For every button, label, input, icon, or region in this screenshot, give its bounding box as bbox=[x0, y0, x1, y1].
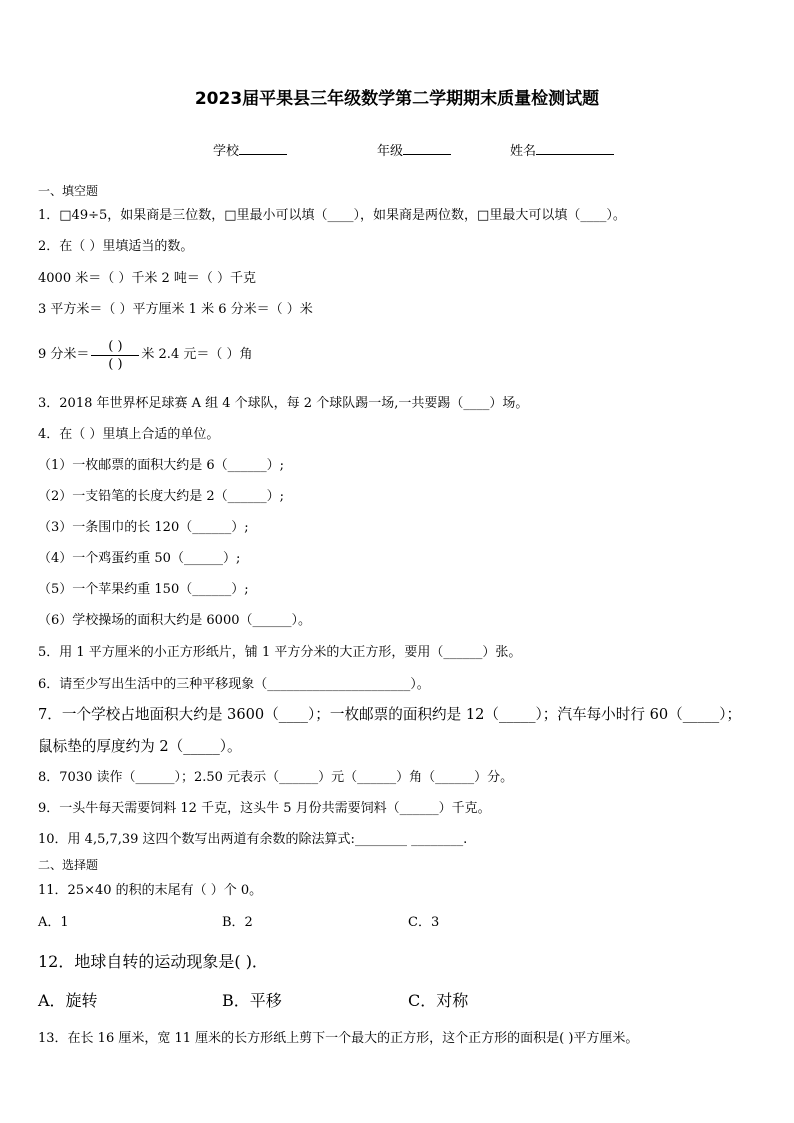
fraction bbox=[91, 338, 139, 373]
question-10: 10．用 4,5,7,39 这四个数写出两道有余数的除法算式:________ ________. bbox=[38, 832, 468, 847]
question-7-line-a: 7．一个学校占地面积大约是 3600（____）；一枚邮票的面积约是 12（_____）；汽车每小时行 60（_____）； bbox=[38, 706, 742, 723]
question-5: 5．用 1 平方厘米的小正方形纸片，铺 1 平方分米的大正方形，要用（______）张。 bbox=[38, 645, 522, 660]
school-field bbox=[213, 141, 287, 160]
grade-blank[interactable] bbox=[403, 141, 451, 155]
question-4-item-5: （5）一个苹果约重 150（______）; bbox=[38, 582, 249, 597]
school-blank[interactable] bbox=[239, 141, 287, 155]
fraction-numerator: ( ) bbox=[108, 338, 123, 354]
question-8: 8．7030 读作（______）；2.50 元表示（______）元（______）角（______）分。 bbox=[38, 770, 514, 785]
question-4: 4．在（ ）里填上合适的单位。 bbox=[38, 427, 220, 442]
question-7-line-b: 鼠标垫的厚度约为 2（_____）。 bbox=[38, 738, 242, 755]
question-2-line-b: 3 平方米＝（ ）平方厘米 1 米 6 分米＝（ ）米 bbox=[38, 302, 313, 317]
question-4-item-4: （4）一个鸡蛋约重 50（______）; bbox=[38, 551, 241, 566]
question-4-item-3: （3）一条围巾的长 120（______）; bbox=[38, 520, 249, 535]
q2c-prefix: 9 分米＝ bbox=[38, 347, 90, 362]
name-label: 姓名 bbox=[510, 144, 537, 159]
q2c-suffix: 米 2.4 元＝（ ）角 bbox=[141, 347, 253, 362]
question-4-item-1: （1）一枚邮票的面积大约是 6（______）; bbox=[38, 458, 285, 473]
name-field bbox=[510, 141, 614, 160]
question-4-item-6: （6）学校操场的面积大约是 6000（______）。 bbox=[38, 613, 311, 628]
q11-option-a[interactable]: A．1 bbox=[38, 915, 69, 930]
question-4-item-2: （2）一支铅笔的长度大约是 2（______）; bbox=[38, 489, 285, 504]
question-2-line-c bbox=[38, 334, 252, 376]
question-1: 1．□49÷5，如果商是三位数，□里最小可以填（____），如果商是两位数，□里最大可以填（____）。 bbox=[38, 208, 626, 223]
page-title: 2023届平果县三年级数学第二学期期末质量检测试题 bbox=[194, 89, 600, 109]
q12-option-c[interactable]: C．对称 bbox=[408, 991, 469, 1010]
question-11: 11．25×40 的积的末尾有（ ）个 0。 bbox=[38, 883, 263, 898]
q11-option-b[interactable]: B．2 bbox=[222, 915, 253, 930]
section-fill-heading: 一、填空题 bbox=[38, 184, 99, 198]
question-9: 9．一头牛每天需要饲料 12 千克，这头牛 5 月份共需要饲料（______）千克。 bbox=[38, 801, 491, 816]
school-label: 学校 bbox=[213, 144, 240, 159]
question-2-line-a: 4000 米＝（ ）千米 2 吨＝（ ）千克 bbox=[38, 271, 257, 286]
fraction-denominator: ( ) bbox=[108, 356, 123, 372]
q12-option-a[interactable]: A．旋转 bbox=[38, 991, 98, 1010]
q12-option-b[interactable]: B．平移 bbox=[222, 991, 282, 1010]
question-2: 2．在（ ）里填适当的数。 bbox=[38, 239, 194, 254]
question-12: 12．地球自转的运动现象是( )． bbox=[38, 952, 268, 971]
q11-option-c[interactable]: C．3 bbox=[408, 915, 440, 930]
grade-field bbox=[377, 141, 451, 160]
grade-label: 年级 bbox=[377, 144, 404, 159]
section-choice-heading: 二、选择题 bbox=[38, 858, 99, 872]
question-6: 6．请至少写出生活中的三种平移现象（______________________）。 bbox=[38, 677, 430, 692]
question-3: 3．2018 年世界杯足球赛 A 组 4 个球队，每 2 个球队踢一场,一共要踢（____）场。 bbox=[38, 396, 529, 411]
question-13: 13．在长 16 厘米，宽 11 厘米的长方形纸上剪下一个最大的正方形，这个正方形的面积是( )平方厘米。 bbox=[38, 1031, 639, 1046]
name-blank[interactable] bbox=[536, 141, 614, 155]
